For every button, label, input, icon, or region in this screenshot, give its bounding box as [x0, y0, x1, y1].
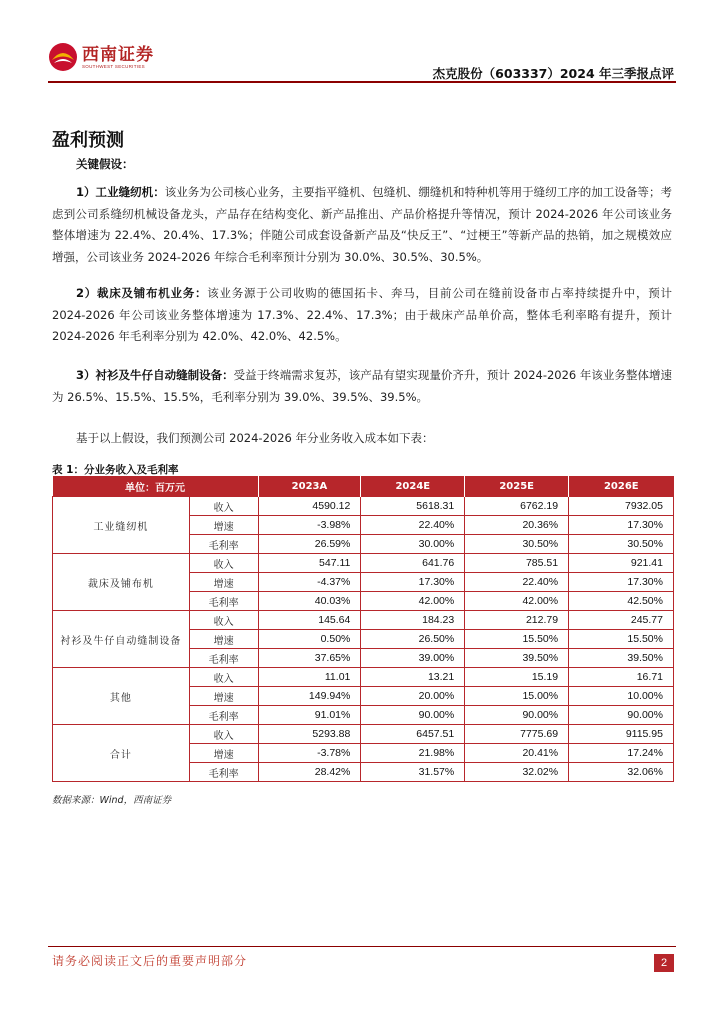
- value-cell: 245.77: [569, 611, 674, 630]
- value-cell: 785.51: [465, 554, 569, 573]
- metric-cell: 毛利率: [189, 649, 258, 668]
- table-header-row: [53, 476, 674, 497]
- value-cell: 20.41%: [465, 744, 569, 763]
- logo-text-cn: 西南证券: [82, 44, 154, 65]
- value-cell: 184.23: [361, 611, 465, 630]
- value-cell: 13.21: [361, 668, 465, 687]
- assumption-3-label: 3）衬衫及牛仔自动缝制设备：: [76, 368, 234, 382]
- value-cell: 16.71: [569, 668, 674, 687]
- value-cell: 90.00%: [465, 706, 569, 725]
- value-cell: 641.76: [361, 554, 465, 573]
- value-cell: 0.50%: [258, 630, 361, 649]
- value-cell: 30.50%: [569, 535, 674, 554]
- metric-cell: 毛利率: [189, 763, 258, 782]
- segment-name-cell: 其他: [53, 668, 190, 725]
- value-cell: 7775.69: [465, 725, 569, 744]
- disclaimer-text: 请务必阅读正文后的重要声明部分: [52, 954, 248, 968]
- value-cell: 26.50%: [361, 630, 465, 649]
- value-cell: 42.00%: [361, 592, 465, 611]
- value-cell: 212.79: [465, 611, 569, 630]
- metric-cell: 收入: [189, 725, 258, 744]
- value-cell: 91.01%: [258, 706, 361, 725]
- segment-name-cell: 裁床及铺布机: [53, 554, 190, 611]
- value-cell: -3.98%: [258, 516, 361, 535]
- value-cell: 15.50%: [569, 630, 674, 649]
- segment-name-cell: 衬衫及牛仔自动缝制设备: [53, 611, 190, 668]
- metric-cell: 增速: [189, 516, 258, 535]
- value-cell: -3.78%: [258, 744, 361, 763]
- value-cell: 6762.19: [465, 497, 569, 516]
- metric-cell: 增速: [189, 744, 258, 763]
- value-cell: 22.40%: [361, 516, 465, 535]
- value-cell: 22.40%: [465, 573, 569, 592]
- metric-cell: 增速: [189, 630, 258, 649]
- value-cell: -4.37%: [258, 573, 361, 592]
- value-cell: 32.02%: [465, 763, 569, 782]
- section-title: 盈利预测: [52, 130, 124, 151]
- header-divider: [48, 81, 676, 83]
- table-row: [53, 611, 674, 630]
- table-row: [53, 554, 674, 573]
- key-assumptions-heading: 关键假设：: [76, 157, 134, 171]
- header-2025E: 2025E: [465, 476, 569, 497]
- value-cell: 145.64: [258, 611, 361, 630]
- value-cell: 11.01: [258, 668, 361, 687]
- header-unit: 单位：百万元: [53, 476, 259, 497]
- value-cell: 6457.51: [361, 725, 465, 744]
- table-row: [53, 668, 674, 687]
- value-cell: 31.57%: [361, 763, 465, 782]
- assumption-2-label: 2）裁床及铺布机业务：: [76, 286, 208, 300]
- value-cell: 5618.31: [361, 497, 465, 516]
- value-cell: 7932.05: [569, 497, 674, 516]
- value-cell: 32.06%: [569, 763, 674, 782]
- assumption-paragraph-1: [52, 182, 672, 268]
- table-row: [53, 497, 674, 516]
- table-caption: 表 1：分业务收入及毛利率: [52, 464, 179, 476]
- value-cell: 5293.88: [258, 725, 361, 744]
- value-cell: 15.00%: [465, 687, 569, 706]
- assumption-paragraph-3: [52, 365, 672, 408]
- metric-cell: 收入: [189, 611, 258, 630]
- metric-cell: 收入: [189, 554, 258, 573]
- segment-name-cell: 合计: [53, 725, 190, 782]
- value-cell: 90.00%: [361, 706, 465, 725]
- metric-cell: 毛利率: [189, 535, 258, 554]
- value-cell: 4590.12: [258, 497, 361, 516]
- value-cell: 30.00%: [361, 535, 465, 554]
- value-cell: 40.03%: [258, 592, 361, 611]
- value-cell: 39.50%: [465, 649, 569, 668]
- value-cell: 20.00%: [361, 687, 465, 706]
- assumption-1-text: 该业务为公司核心业务，主要指平缝机、包缝机、绷缝机和特种机等用于缝纫工序的加工设备等；考虑到公司系缝纫机械设备龙头，产品存在结构变化、新产品推出、产品价格提升等情况，预计 2024-2026 年公司该业务整体增速为 22.4%、20.4%、17.3%；伴随公司成套设备新产品及“快反王”、“过梗王”等新产品的热销，加之规模效应增强，公司该业务 2024-2026 年综合毛利率预计分别为 30.0%、30.5%、30.5%。: [52, 185, 672, 264]
- metric-cell: 收入: [189, 497, 258, 516]
- report-title: 杰克股份（603337）2024 年三季报点评: [432, 66, 674, 81]
- metric-cell: 增速: [189, 687, 258, 706]
- value-cell: 37.65%: [258, 649, 361, 668]
- value-cell: 15.50%: [465, 630, 569, 649]
- value-cell: 17.24%: [569, 744, 674, 763]
- metric-cell: 毛利率: [189, 592, 258, 611]
- value-cell: 15.19: [465, 668, 569, 687]
- value-cell: 39.50%: [569, 649, 674, 668]
- header-2023A: 2023A: [258, 476, 361, 497]
- company-logo: [48, 42, 154, 72]
- value-cell: 42.00%: [465, 592, 569, 611]
- value-cell: 17.30%: [569, 573, 674, 592]
- value-cell: 9115.95: [569, 725, 674, 744]
- value-cell: 17.30%: [361, 573, 465, 592]
- assumption-1-label: 1）工业缝纫机：: [76, 185, 165, 199]
- value-cell: 26.59%: [258, 535, 361, 554]
- value-cell: 21.98%: [361, 744, 465, 763]
- footer-divider: [48, 946, 676, 947]
- value-cell: 30.50%: [465, 535, 569, 554]
- segment-revenue-table: [52, 476, 674, 782]
- value-cell: 42.50%: [569, 592, 674, 611]
- value-cell: 90.00%: [569, 706, 674, 725]
- value-cell: 17.30%: [569, 516, 674, 535]
- assumption-paragraph-2: [52, 283, 672, 348]
- logo-mark-icon: [48, 42, 78, 72]
- value-cell: 20.36%: [465, 516, 569, 535]
- logo-text-en: SOUTHWEST SECURITIES: [82, 63, 145, 69]
- metric-cell: 毛利率: [189, 706, 258, 725]
- segment-name-cell: 工业缝纫机: [53, 497, 190, 554]
- value-cell: 547.11: [258, 554, 361, 573]
- page-number: 2: [654, 954, 674, 972]
- value-cell: 28.42%: [258, 763, 361, 782]
- value-cell: 921.41: [569, 554, 674, 573]
- header-2024E: 2024E: [361, 476, 465, 497]
- header-2026E: 2026E: [569, 476, 674, 497]
- assumption-3-text: 受益于终端需求复苏，该产品有望实现量价齐升，预计 2024-2026 年该业务整体增速为 26.5%、15.5%、15.5%，毛利率分别为 39.0%、39.5%、39.5%。: [52, 368, 672, 404]
- value-cell: 39.00%: [361, 649, 465, 668]
- data-source-note: 数据来源：Wind，西南证券: [52, 795, 172, 806]
- value-cell: 10.00%: [569, 687, 674, 706]
- value-cell: 149.94%: [258, 687, 361, 706]
- metric-cell: 收入: [189, 668, 258, 687]
- assumption-2-text: 该业务源于公司收购的德国拓卡、奔马，目前公司在缝前设备市占率持续提升中，预计 2024-2026 年公司该业务整体增速为 17.3%、22.4%、17.3%；由于裁床产品单价高，整体毛利率略有提升，预计 2024-2026 年毛利率分别为 42.0%、42.0%、42.5%。: [52, 286, 672, 343]
- table-row: [53, 725, 674, 744]
- forecast-summary: 基于以上假设，我们预测公司 2024-2026 年分业务收入成本如下表：: [76, 431, 434, 445]
- metric-cell: 增速: [189, 573, 258, 592]
